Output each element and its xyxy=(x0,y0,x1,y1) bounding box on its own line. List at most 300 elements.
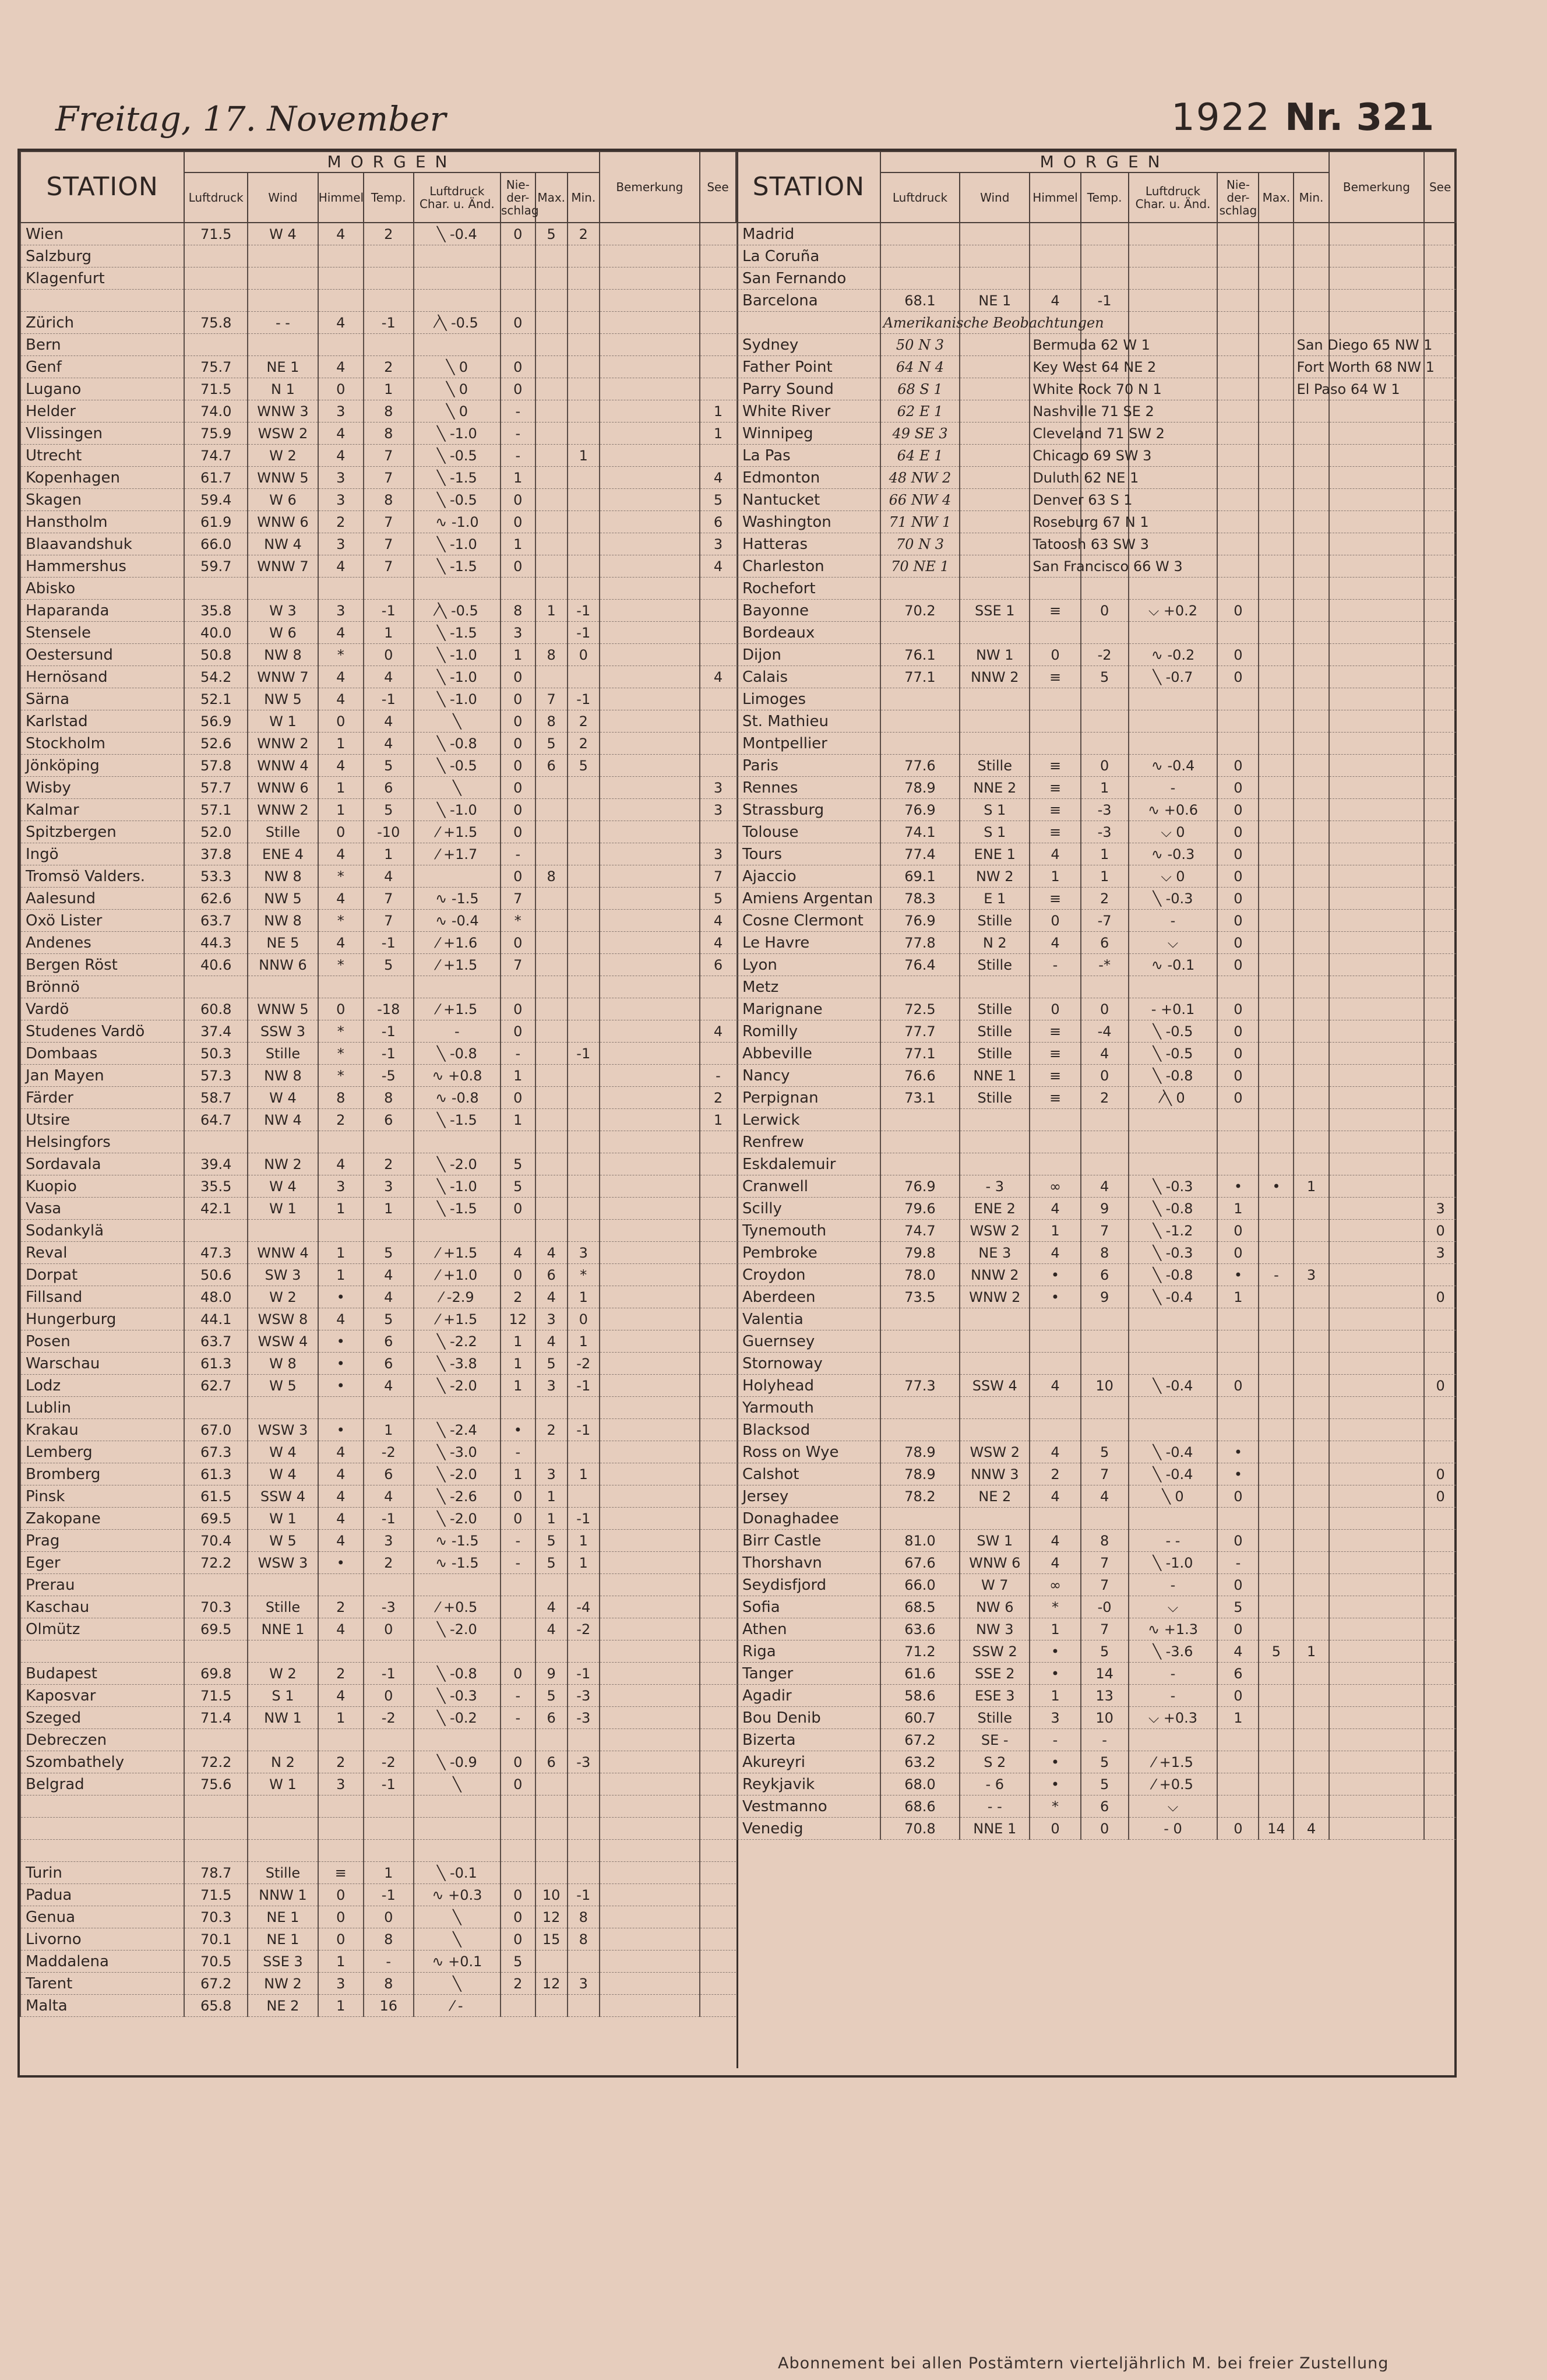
table-cell: 1 xyxy=(1217,1198,1259,1220)
table-cell xyxy=(1424,511,1456,533)
table-cell: 78.0 xyxy=(880,1264,960,1286)
table-cell xyxy=(1294,666,1328,688)
table-cell: WNW 7 xyxy=(248,555,318,578)
table-row xyxy=(737,1308,1456,1330)
table-cell: 0 xyxy=(1424,1220,1456,1242)
table-cell xyxy=(184,1795,248,1818)
table-cell xyxy=(1217,976,1259,998)
table-cell xyxy=(1329,400,1425,423)
table-cell xyxy=(1294,1109,1328,1131)
table-cell: WNW 6 xyxy=(248,777,318,799)
table-cell xyxy=(568,1220,600,1242)
table-cell xyxy=(184,334,248,356)
table-cell xyxy=(248,334,318,356)
table-cell xyxy=(184,1220,248,1242)
table-cell: 1 xyxy=(501,1065,535,1087)
table-row xyxy=(737,976,1456,998)
table-cell xyxy=(880,688,960,710)
table-cell xyxy=(1217,1751,1259,1773)
table-cell: ⁄ +1.5 xyxy=(414,1308,501,1330)
table-cell: 62.6 xyxy=(184,888,248,910)
table-cell xyxy=(1259,489,1294,511)
table-cell: NNW 6 xyxy=(248,954,318,976)
table-cell: 75.8 xyxy=(184,312,248,334)
table-cell: ENE 1 xyxy=(960,843,1030,865)
table-cell: 4 xyxy=(364,1485,414,1508)
table-cell: 61.5 xyxy=(184,1485,248,1508)
table-cell: N 2 xyxy=(960,932,1030,954)
table-cell xyxy=(880,976,960,998)
table-cell xyxy=(318,1840,364,1862)
station-name: La Coruña xyxy=(737,245,880,267)
table-cell xyxy=(1329,1530,1425,1552)
station-name: Calshot xyxy=(737,1463,880,1485)
station-name: Vlissingen xyxy=(20,423,184,445)
station-name: Reykjavik xyxy=(737,1773,880,1795)
table-cell xyxy=(1424,445,1456,467)
table-cell xyxy=(1081,1397,1129,1419)
table-cell: Chicago 69 SW 3 xyxy=(1030,445,1080,467)
table-cell xyxy=(700,1751,736,1773)
table-cell xyxy=(414,245,501,267)
table-cell xyxy=(600,1330,700,1353)
table-cell: ╲ -0.8 xyxy=(1129,1198,1218,1220)
table-cell: 68.6 xyxy=(880,1795,960,1818)
table-cell: Amerikanische Beobachtungen xyxy=(880,312,960,334)
table-row xyxy=(737,1751,1456,1773)
table-cell: 0 xyxy=(501,1751,535,1773)
table-cell xyxy=(1259,888,1294,910)
table-cell xyxy=(1424,888,1456,910)
station-name: Jersey xyxy=(737,1485,880,1508)
table-cell: 8 xyxy=(535,644,568,666)
table-cell: 0 xyxy=(1081,1065,1129,1087)
table-cell: 59.7 xyxy=(184,555,248,578)
table-cell xyxy=(364,1131,414,1153)
table-cell xyxy=(600,1618,700,1640)
table-cell xyxy=(1329,1043,1425,1065)
table-row xyxy=(20,843,736,865)
table-cell xyxy=(1030,245,1080,267)
table-cell: * xyxy=(318,1043,364,1065)
table-cell xyxy=(700,1242,736,1264)
table-cell xyxy=(535,932,568,954)
table-cell xyxy=(1294,533,1328,555)
table-cell xyxy=(700,1508,736,1530)
table-row xyxy=(20,666,736,688)
table-cell xyxy=(568,954,600,976)
table-cell xyxy=(960,733,1030,755)
table-cell: 1 xyxy=(1294,1640,1328,1663)
table-cell xyxy=(700,1618,736,1640)
table-cell: W 4 xyxy=(248,1087,318,1109)
station-name: Oestersund xyxy=(20,644,184,666)
table-cell xyxy=(1259,1131,1294,1153)
table-cell: ╲ -1.0 xyxy=(1129,1552,1218,1574)
table-cell: • xyxy=(1030,1663,1080,1685)
table-cell: 50 N 3 xyxy=(880,334,960,356)
table-row xyxy=(737,1242,1456,1264)
table-cell xyxy=(1259,1751,1294,1773)
station-name: Genua xyxy=(20,1906,184,1928)
table-cell: W 2 xyxy=(248,1286,318,1308)
table-row xyxy=(20,356,736,378)
table-cell: 9 xyxy=(1081,1198,1129,1220)
table-row xyxy=(20,334,736,356)
table-cell xyxy=(1129,1508,1218,1530)
table-cell: 0 xyxy=(501,1198,535,1220)
table-cell: - - xyxy=(248,312,318,334)
table-cell: 1 xyxy=(1217,1707,1259,1729)
table-cell: ╲ 0 xyxy=(414,378,501,400)
table-cell: 14 xyxy=(1081,1663,1129,1685)
table-cell: 1 xyxy=(568,1330,600,1353)
table-cell: ╲ -0.8 xyxy=(1129,1065,1218,1087)
table-cell: - - xyxy=(1129,1530,1218,1552)
table-row xyxy=(737,1618,1456,1640)
table-cell xyxy=(1424,1508,1456,1530)
table-cell: 0 xyxy=(1217,1530,1259,1552)
table-cell xyxy=(1129,1109,1218,1131)
table-cell xyxy=(1217,710,1259,733)
table-cell xyxy=(184,1729,248,1751)
table-cell: 7 xyxy=(364,910,414,932)
table-cell xyxy=(1329,600,1425,622)
table-cell: 4 xyxy=(318,312,364,334)
table-cell xyxy=(1294,1043,1328,1065)
table-cell: ENE 2 xyxy=(960,1198,1030,1220)
table-cell xyxy=(1081,223,1129,245)
table-row xyxy=(737,1795,1456,1818)
table-cell xyxy=(1129,1131,1218,1153)
table-row xyxy=(20,1375,736,1397)
table-cell xyxy=(1259,622,1294,644)
table-cell xyxy=(1329,555,1425,578)
table-cell: -5 xyxy=(364,1065,414,1087)
table-cell xyxy=(700,998,736,1020)
table-cell xyxy=(568,1441,600,1463)
table-cell: 4 xyxy=(535,1596,568,1618)
table-cell: 72.2 xyxy=(184,1552,248,1574)
station-name: Skagen xyxy=(20,489,184,511)
table-cell: 73.5 xyxy=(880,1286,960,1308)
table-cell: WNW 2 xyxy=(248,799,318,821)
table-cell xyxy=(700,1198,736,1220)
station-name: Jönköping xyxy=(20,755,184,777)
table-cell xyxy=(1259,1530,1294,1552)
table-cell: 16 xyxy=(364,1995,414,2017)
station-name: Birr Castle xyxy=(737,1530,880,1552)
table-cell xyxy=(535,312,568,334)
table-cell: -18 xyxy=(364,998,414,1020)
table-cell: • xyxy=(1259,1175,1294,1198)
table-cell xyxy=(600,1131,700,1153)
table-cell: 39.4 xyxy=(184,1153,248,1175)
table-cell: 6 xyxy=(364,1353,414,1375)
table-cell: * xyxy=(318,644,364,666)
table-cell xyxy=(1424,821,1456,843)
table-cell: 0 xyxy=(501,312,535,334)
table-cell xyxy=(1294,910,1328,932)
table-row xyxy=(20,1463,736,1485)
table-cell xyxy=(1294,1773,1328,1795)
table-cell xyxy=(248,290,318,312)
table-cell xyxy=(960,223,1030,245)
table-cell: 2 xyxy=(364,356,414,378)
table-cell xyxy=(700,622,736,644)
station-name: Nancy xyxy=(737,1065,880,1087)
table-cell: 1 xyxy=(501,644,535,666)
table-cell: ╲ -1.5 xyxy=(414,467,501,489)
table-cell: ╲ -0.4 xyxy=(1129,1463,1218,1485)
table-cell xyxy=(568,910,600,932)
table-cell xyxy=(880,1308,960,1330)
left-table-body xyxy=(20,223,736,2017)
table-cell: ╲ -0.8 xyxy=(414,1663,501,1685)
station-name: Le Havre xyxy=(737,932,880,954)
table-cell: 2 xyxy=(501,1286,535,1308)
station-name: Stornoway xyxy=(737,1353,880,1375)
table-cell: 66.0 xyxy=(880,1574,960,1596)
station-name: Livorno xyxy=(20,1928,184,1951)
station-name: Brönnö xyxy=(20,976,184,998)
table-cell xyxy=(600,910,700,932)
table-cell xyxy=(568,400,600,423)
table-cell xyxy=(1294,888,1328,910)
table-cell xyxy=(1329,1087,1425,1109)
table-cell xyxy=(501,290,535,312)
table-cell xyxy=(248,1574,318,1596)
table-cell xyxy=(880,1419,960,1441)
station-name: Helder xyxy=(20,400,184,423)
table-cell: -3 xyxy=(568,1707,600,1729)
table-cell: 67.6 xyxy=(880,1552,960,1574)
table-cell: W 1 xyxy=(248,1198,318,1220)
station-name: Yarmouth xyxy=(737,1397,880,1419)
station-name: Maddalena xyxy=(20,1951,184,1973)
table-cell xyxy=(568,489,600,511)
table-cell: 4 xyxy=(318,688,364,710)
table-cell: 4 xyxy=(364,1375,414,1397)
table-cell: 0 xyxy=(1217,600,1259,622)
table-cell: 77.1 xyxy=(880,666,960,688)
table-cell xyxy=(600,1707,700,1729)
table-row xyxy=(737,489,1456,511)
table-cell: 70 N 3 xyxy=(880,533,960,555)
table-cell: NW 4 xyxy=(248,1109,318,1131)
station-name: Blacksod xyxy=(737,1419,880,1441)
table-cell xyxy=(1217,578,1259,600)
table-cell xyxy=(1424,688,1456,710)
table-cell: Stille xyxy=(960,1707,1030,1729)
table-cell xyxy=(1129,622,1218,644)
table-cell: 3 xyxy=(1030,1707,1080,1729)
table-cell: 0 xyxy=(501,1663,535,1685)
table-cell: * xyxy=(1030,1795,1080,1818)
table-cell: 74.1 xyxy=(880,821,960,843)
table-cell xyxy=(960,1153,1030,1175)
table-cell: -0 xyxy=(1081,1596,1129,1618)
table-cell: 60.8 xyxy=(184,998,248,1020)
table-cell xyxy=(1294,1707,1328,1729)
table-row xyxy=(20,423,736,445)
table-cell: 7 xyxy=(1081,1463,1129,1485)
left-observation-table xyxy=(20,151,737,2017)
station-name: Lublin xyxy=(20,1397,184,1419)
table-cell: 76.1 xyxy=(880,644,960,666)
table-cell: ⁄ +1.5 xyxy=(414,821,501,843)
table-cell xyxy=(568,1020,600,1043)
table-cell: 0 xyxy=(501,356,535,378)
station-name: Sordavala xyxy=(20,1153,184,1175)
table-cell: -3 xyxy=(1081,821,1129,843)
table-cell xyxy=(1294,1530,1328,1552)
table-cell: • xyxy=(1030,1751,1080,1773)
page-date: Freitag, 17. November xyxy=(55,99,446,139)
table-cell: 1 xyxy=(568,1286,600,1308)
station-name: Utrecht xyxy=(20,445,184,467)
table-cell: 0 xyxy=(1424,1463,1456,1485)
table-cell xyxy=(1030,733,1080,755)
table-cell: WNW 7 xyxy=(248,666,318,688)
table-cell xyxy=(1424,1020,1456,1043)
station-name: Montpellier xyxy=(737,733,880,755)
table-row xyxy=(20,290,736,312)
table-row xyxy=(20,378,736,400)
table-cell: 8 xyxy=(364,1087,414,1109)
station-name: Salzburg xyxy=(20,245,184,267)
table-cell xyxy=(1294,644,1328,666)
table-cell: ⌵ +0.3 xyxy=(1129,1707,1218,1729)
table-cell: NW 8 xyxy=(248,1065,318,1087)
table-row xyxy=(20,821,736,843)
table-cell: 68.1 xyxy=(880,290,960,312)
station-name xyxy=(20,1818,184,1840)
table-cell: Stille xyxy=(248,1862,318,1884)
table-cell xyxy=(700,1884,736,1906)
table-row xyxy=(737,998,1456,1020)
table-cell xyxy=(1424,932,1456,954)
table-cell: 0 xyxy=(501,688,535,710)
table-cell: 35.5 xyxy=(184,1175,248,1198)
station-name: Venedig xyxy=(737,1818,880,1840)
table-cell xyxy=(248,1397,318,1419)
table-cell: 2 xyxy=(364,223,414,245)
station-name: Bern xyxy=(20,334,184,356)
table-cell xyxy=(1294,511,1328,533)
table-cell xyxy=(501,245,535,267)
table-cell xyxy=(1030,710,1080,733)
table-row xyxy=(737,600,1456,622)
table-cell: 0 xyxy=(318,1928,364,1951)
table-cell: 4 xyxy=(700,932,736,954)
table-cell: 4 xyxy=(318,622,364,644)
table-cell xyxy=(1329,1485,1425,1508)
table-cell: 0 xyxy=(1217,1618,1259,1640)
table-cell xyxy=(960,334,1030,356)
table-cell: 5 xyxy=(535,733,568,755)
table-cell xyxy=(1424,1264,1456,1286)
table-cell xyxy=(1424,600,1456,622)
table-cell xyxy=(414,1795,501,1818)
station-name: Vardö xyxy=(20,998,184,1020)
table-row xyxy=(20,1862,736,1884)
table-row xyxy=(737,423,1456,445)
table-cell xyxy=(535,799,568,821)
table-cell: 7 xyxy=(1081,1618,1129,1640)
table-cell: 4 xyxy=(1030,1242,1080,1264)
table-cell xyxy=(1259,290,1294,312)
table-cell xyxy=(1424,865,1456,888)
table-cell: 0 xyxy=(1217,1485,1259,1508)
table-row xyxy=(737,1441,1456,1463)
table-cell: Bermuda 62 W 1 xyxy=(1030,334,1080,356)
table-cell xyxy=(1217,511,1259,533)
table-cell: NW 2 xyxy=(960,865,1030,888)
table-cell xyxy=(960,1419,1030,1441)
table-row xyxy=(737,799,1456,821)
table-cell xyxy=(700,1862,736,1884)
max-header-right: Max. xyxy=(1259,172,1294,223)
table-cell: • xyxy=(1217,1441,1259,1463)
table-cell xyxy=(600,245,700,267)
table-cell: 4 xyxy=(1030,1530,1080,1552)
table-cell: NW 5 xyxy=(248,688,318,710)
table-cell: 7 xyxy=(364,467,414,489)
table-cell xyxy=(700,290,736,312)
table-cell xyxy=(600,1198,700,1220)
table-cell: Stille xyxy=(960,1087,1030,1109)
table-cell: 8 xyxy=(568,1928,600,1951)
table-cell: 3 xyxy=(364,1530,414,1552)
table-row xyxy=(20,1153,736,1175)
table-cell xyxy=(364,976,414,998)
table-cell xyxy=(318,1640,364,1663)
table-cell xyxy=(600,1795,700,1818)
table-cell xyxy=(1259,1020,1294,1043)
table-cell xyxy=(1217,245,1259,267)
table-cell xyxy=(1081,1508,1129,1530)
table-cell: 1 xyxy=(318,1707,364,1729)
table-cell xyxy=(600,777,700,799)
table-cell xyxy=(1259,223,1294,245)
table-cell: * xyxy=(318,1065,364,1087)
table-cell xyxy=(600,1751,700,1773)
table-cell: 78.2 xyxy=(880,1485,960,1508)
table-cell xyxy=(1294,290,1328,312)
station-name: Metz xyxy=(737,976,880,998)
table-cell xyxy=(700,445,736,467)
table-cell xyxy=(600,1441,700,1463)
table-cell xyxy=(414,1220,501,1242)
see-header-right: See xyxy=(1424,152,1456,223)
table-cell: El Paso 64 W 1 xyxy=(1294,378,1328,400)
table-cell xyxy=(248,245,318,267)
table-cell: NNW 3 xyxy=(960,1463,1030,1485)
table-cell xyxy=(1294,1087,1328,1109)
table-row xyxy=(737,1153,1456,1175)
table-cell xyxy=(535,290,568,312)
table-cell: Stille xyxy=(960,1020,1030,1043)
table-row xyxy=(20,1818,736,1840)
table-cell xyxy=(1424,1729,1456,1751)
table-cell: 4 xyxy=(318,888,364,910)
table-cell: 71.5 xyxy=(184,1884,248,1906)
table-cell xyxy=(1294,1685,1328,1707)
table-cell: -1 xyxy=(364,1884,414,1906)
table-cell: 76.9 xyxy=(880,799,960,821)
table-cell xyxy=(1424,1795,1456,1818)
